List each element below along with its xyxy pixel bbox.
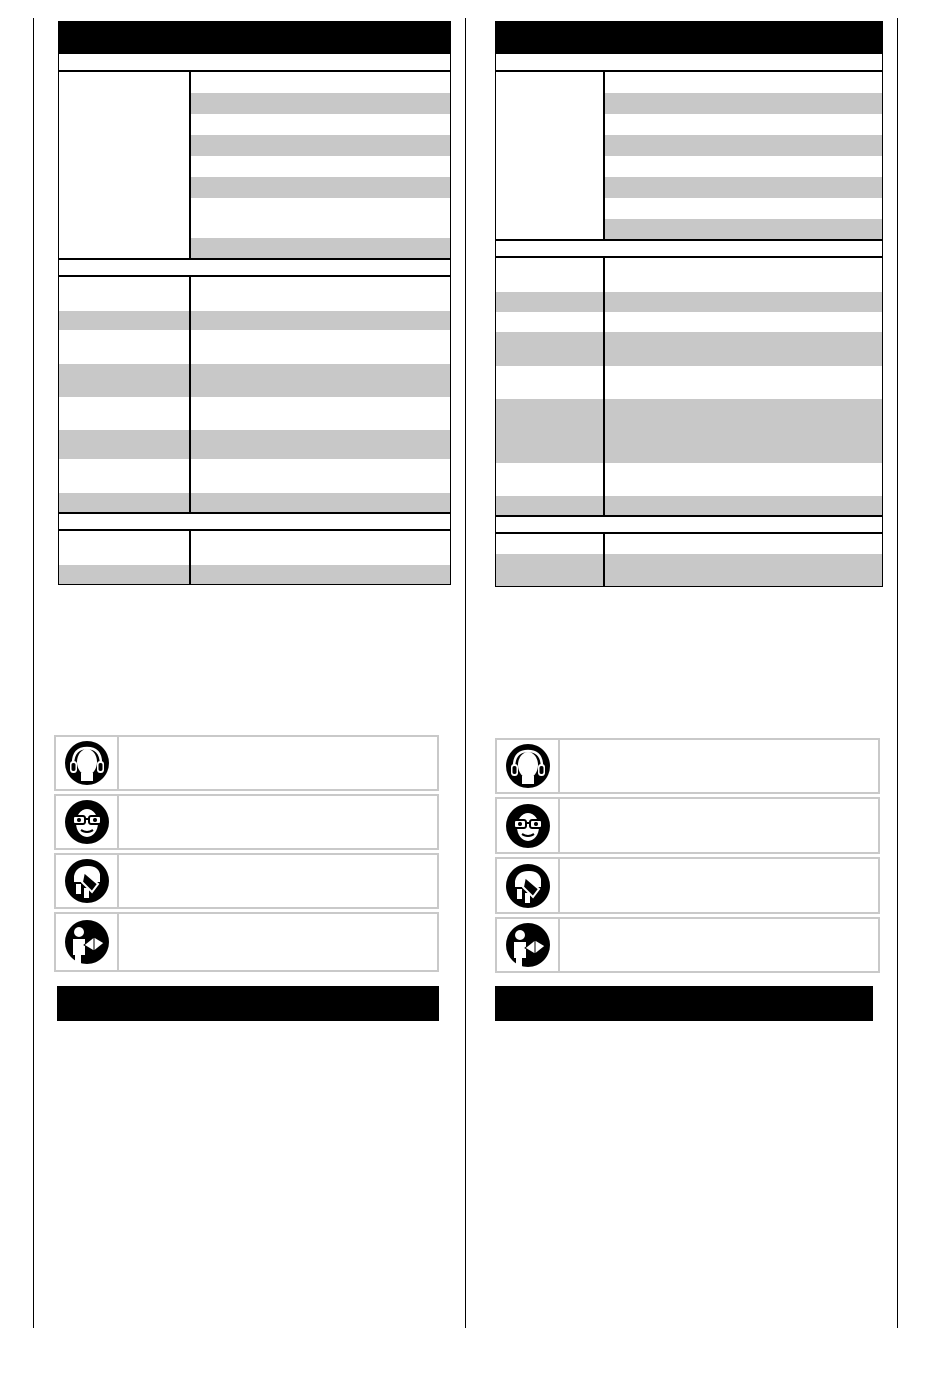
spec-table-left — [58, 21, 451, 585]
table-row — [59, 493, 450, 512]
spec-value — [605, 114, 882, 135]
table-row — [496, 399, 882, 463]
row-value — [191, 459, 450, 493]
row-value — [191, 330, 450, 364]
spec-value — [191, 156, 450, 177]
row-label — [496, 399, 605, 463]
table-row — [59, 364, 450, 397]
spec-table-right — [495, 21, 883, 587]
spec-value — [191, 93, 450, 114]
safety-item — [495, 857, 880, 914]
section-heading — [59, 53, 450, 72]
safety-item — [495, 738, 880, 794]
row-value — [605, 312, 882, 332]
row-label — [59, 565, 191, 584]
safety-text — [560, 740, 878, 792]
table-header — [496, 22, 882, 53]
spec-value — [191, 238, 450, 258]
dust-mask-icon — [56, 855, 119, 907]
row-value — [605, 554, 882, 586]
read-manual-icon — [56, 914, 119, 970]
section-heading — [496, 53, 882, 72]
safety-text — [560, 799, 878, 852]
row-label — [59, 364, 191, 397]
row-label — [59, 459, 191, 493]
row-value — [605, 332, 882, 366]
row-label — [59, 531, 191, 565]
row-label — [496, 258, 605, 292]
table-row — [59, 277, 450, 311]
center-rule — [465, 18, 466, 1328]
section-heading — [59, 512, 450, 531]
spec-value — [605, 177, 882, 198]
row-value — [605, 366, 882, 399]
safety-panel-left — [54, 735, 439, 975]
right-margin-rule — [897, 18, 898, 1328]
spec-value — [191, 114, 450, 135]
table-row — [496, 258, 882, 292]
section-bar-left — [57, 986, 439, 1021]
table-row — [496, 332, 882, 366]
row-label — [59, 311, 191, 330]
spec-value — [191, 135, 450, 156]
row-value — [605, 399, 882, 463]
row-value — [605, 292, 882, 312]
safety-text — [560, 859, 878, 912]
table-row — [59, 430, 450, 459]
table-row — [496, 366, 882, 399]
safety-text — [119, 737, 437, 789]
spec-value — [605, 198, 882, 219]
row-value — [191, 397, 450, 430]
header-cell — [59, 22, 189, 53]
spec-value — [191, 72, 450, 93]
safety-item — [54, 794, 439, 850]
table-row — [59, 397, 450, 430]
row-value — [191, 311, 450, 330]
row-label — [496, 366, 605, 399]
row-label — [496, 312, 605, 332]
row-label — [59, 330, 191, 364]
safety-item — [495, 917, 880, 973]
table-row — [59, 330, 450, 364]
spec-value — [605, 219, 882, 239]
row-label — [59, 397, 191, 430]
row-label — [496, 463, 605, 496]
row-value — [605, 496, 882, 515]
table-header — [59, 22, 450, 53]
header-cell — [604, 22, 882, 53]
eye-protection-icon — [497, 799, 560, 852]
spec-value — [191, 177, 450, 198]
ear-protection-icon — [56, 737, 119, 789]
row-value — [191, 531, 450, 565]
row-value — [605, 258, 882, 292]
row-label — [496, 534, 605, 554]
safety-item — [54, 735, 439, 791]
row-label — [59, 493, 191, 512]
left-margin-rule — [33, 18, 34, 1328]
table-row — [59, 531, 450, 565]
row-label — [496, 496, 605, 515]
safety-text — [119, 796, 437, 848]
row-label — [496, 554, 605, 586]
table-row — [59, 459, 450, 493]
safety-text — [119, 855, 437, 907]
row-value — [605, 534, 882, 554]
spec-group — [496, 72, 882, 239]
eye-protection-icon — [56, 796, 119, 848]
row-value — [191, 493, 450, 512]
row-label — [59, 277, 191, 311]
section-heading — [59, 258, 450, 277]
row-value — [191, 364, 450, 397]
row-value — [191, 430, 450, 459]
table-row — [59, 311, 450, 330]
spec-value — [605, 156, 882, 177]
spec-value — [605, 72, 882, 93]
safety-item — [54, 912, 439, 972]
safety-item — [54, 853, 439, 909]
table-row — [496, 496, 882, 515]
table-row — [59, 565, 450, 584]
safety-text — [119, 914, 437, 970]
section-heading — [496, 515, 882, 534]
spec-value — [191, 198, 450, 238]
safety-panel-right — [495, 738, 880, 976]
section-bar-right — [495, 986, 873, 1021]
group-label — [59, 72, 191, 258]
row-label — [496, 292, 605, 312]
header-cell — [496, 22, 604, 53]
table-row — [496, 292, 882, 312]
safety-item — [495, 797, 880, 854]
spec-group — [59, 72, 450, 258]
read-manual-icon — [497, 919, 560, 971]
section-heading — [496, 239, 882, 258]
row-value — [191, 565, 450, 584]
table-row — [496, 463, 882, 496]
spec-value — [605, 135, 882, 156]
ear-protection-icon — [497, 740, 560, 792]
spec-value — [605, 93, 882, 114]
group-label — [496, 72, 605, 239]
header-cell — [189, 22, 450, 53]
table-row — [496, 534, 882, 554]
dust-mask-icon — [497, 859, 560, 912]
table-row — [496, 312, 882, 332]
safety-text — [560, 919, 878, 971]
row-label — [59, 430, 191, 459]
row-value — [605, 463, 882, 496]
row-value — [191, 277, 450, 311]
table-row — [496, 554, 882, 586]
row-label — [496, 332, 605, 366]
